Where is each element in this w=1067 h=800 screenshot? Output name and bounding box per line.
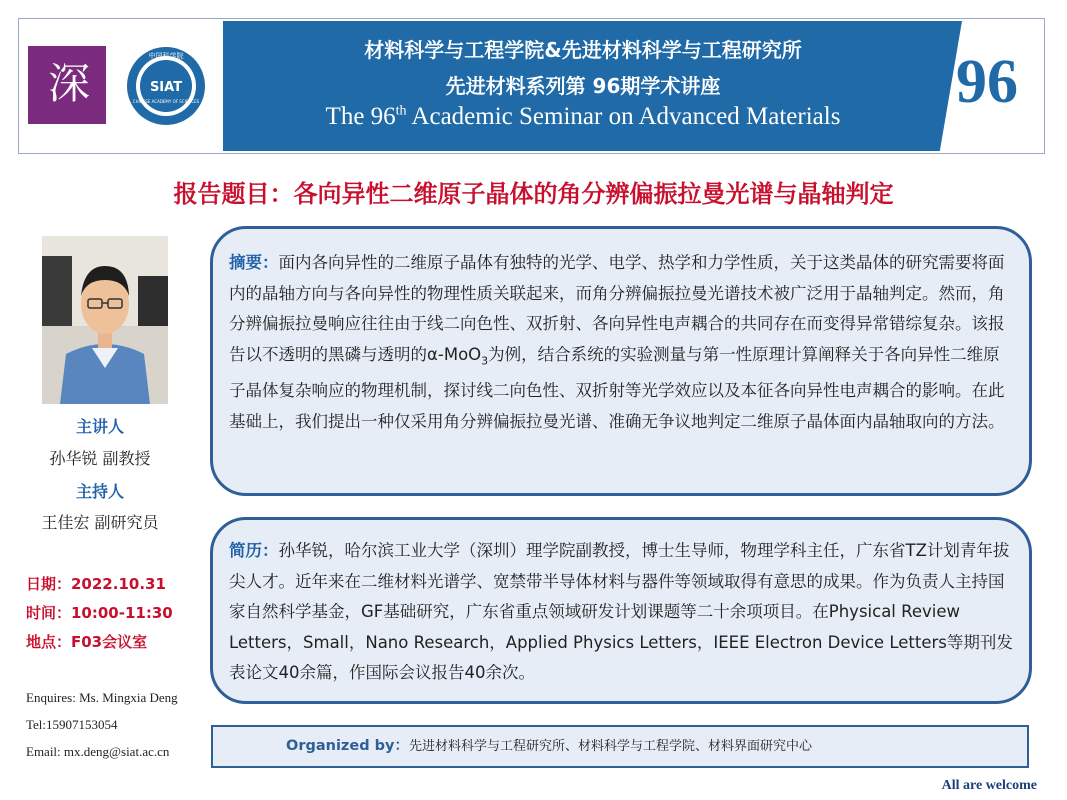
- event-place: 地点：F03会议室: [26, 633, 148, 651]
- organized-by-bar: [211, 725, 1029, 768]
- abstract-box: [210, 226, 1032, 496]
- abstract-subscript: 3: [481, 353, 489, 367]
- header-english-pre: The 96: [325, 103, 396, 130]
- abstract-label: 摘要：: [229, 253, 279, 272]
- event-time: 时间：10:00-11:30: [26, 604, 173, 622]
- host-label: 主持人: [75, 482, 124, 501]
- bio-box: [210, 517, 1032, 704]
- header-institutes: 材料科学与工程学院&先进材料科学与工程研究所: [364, 38, 802, 62]
- siat-logo-text: SIAT: [149, 80, 183, 95]
- issue-number: 96: [956, 48, 1018, 116]
- abstract-text-a: 面内各向异性的二维原子晶体有独特的光学、电学、热学和力学性质，关于这类晶体的研究需要将面内的晶轴方向与各向异性的物理性质关联起来，而角分辨偏振拉曼光谱技术被广泛用于晶轴判定。然而，角分辨偏振拉曼响应往往由于线二向色性、双折射、各向异性电声耦合的共同存在而变得异常错综复杂。该报告以不透明的黑磷与透明的α-MoO: [229, 253, 1005, 364]
- contact-email: Email: mx.deng@siat.ac.cn: [26, 744, 170, 759]
- seminar-header: [18, 18, 1045, 154]
- event-date: 日期：2022.10.31: [26, 575, 166, 593]
- university-logo: 深: [28, 46, 106, 124]
- host-name: 王佳宏 副研究员: [41, 513, 159, 532]
- header-english-post: Academic Seminar on Advanced Materials: [406, 103, 841, 130]
- welcome-note: All are welcome: [941, 778, 1037, 793]
- abstract-text-b: 为例，结合系统的实验测量与第一性原理计算阐释关于各向异性二维原子晶体复杂响应的物理机制，探讨线二向色性、双折射等光学效应以及本征各向异性电声耦合的影响。在此基础上，我们提出一种仅采用角分辨偏振拉曼光谱、准确无争议地判定二维原子晶体面内晶轴取向的方法。: [229, 344, 1005, 431]
- header-series: 先进材料系列第 96期学术讲座: [445, 74, 721, 98]
- bio-text: 孙华锐，哈尔滨工业大学（深圳）理学院副教授，博士生导师，物理学科主任，广东省TZ计划青年拔尖人才。近年来在二维材料光谱学、宽禁带半导体材料与器件等领域取得有意思的成果。作为负责人主持国家自然科学基金，GF基础研究，广东省重点领域研发计划课题等二十余项项目。在Physical Review Letters，Small，Nano Research，Applied Physics Letters，IEEE Electron Device Letters等期刊发表论文40余篇，作国际会议报告40余次。: [229, 541, 1013, 682]
- contact-tel: Tel:15907153054: [26, 717, 118, 732]
- contact-enquires: Enquires: Ms. Mingxia Deng: [26, 690, 178, 705]
- header-english-title: [223, 103, 943, 131]
- organized-label: Organized by：: [286, 738, 409, 754]
- organized-text: 先进材料科学与工程研究所、材料科学与工程学院、材料界面研究中心: [408, 739, 812, 754]
- siat-logo: [125, 45, 207, 127]
- report-title: 报告题目：各向异性二维原子晶体的角分辨偏振拉曼光谱与晶轴判定: [173, 180, 894, 208]
- siat-logo-arc-top: 中国科学院: [148, 52, 184, 60]
- header-english-sup: th: [395, 103, 407, 119]
- speaker-photo: [42, 236, 168, 404]
- speaker-name: 孙华锐 副教授: [49, 449, 151, 468]
- siat-logo-arc-left: CHINESE ACADEMY OF SCIENCES: [132, 99, 200, 104]
- speaker-label: 主讲人: [75, 417, 124, 436]
- bio-label: 简历：: [229, 541, 279, 560]
